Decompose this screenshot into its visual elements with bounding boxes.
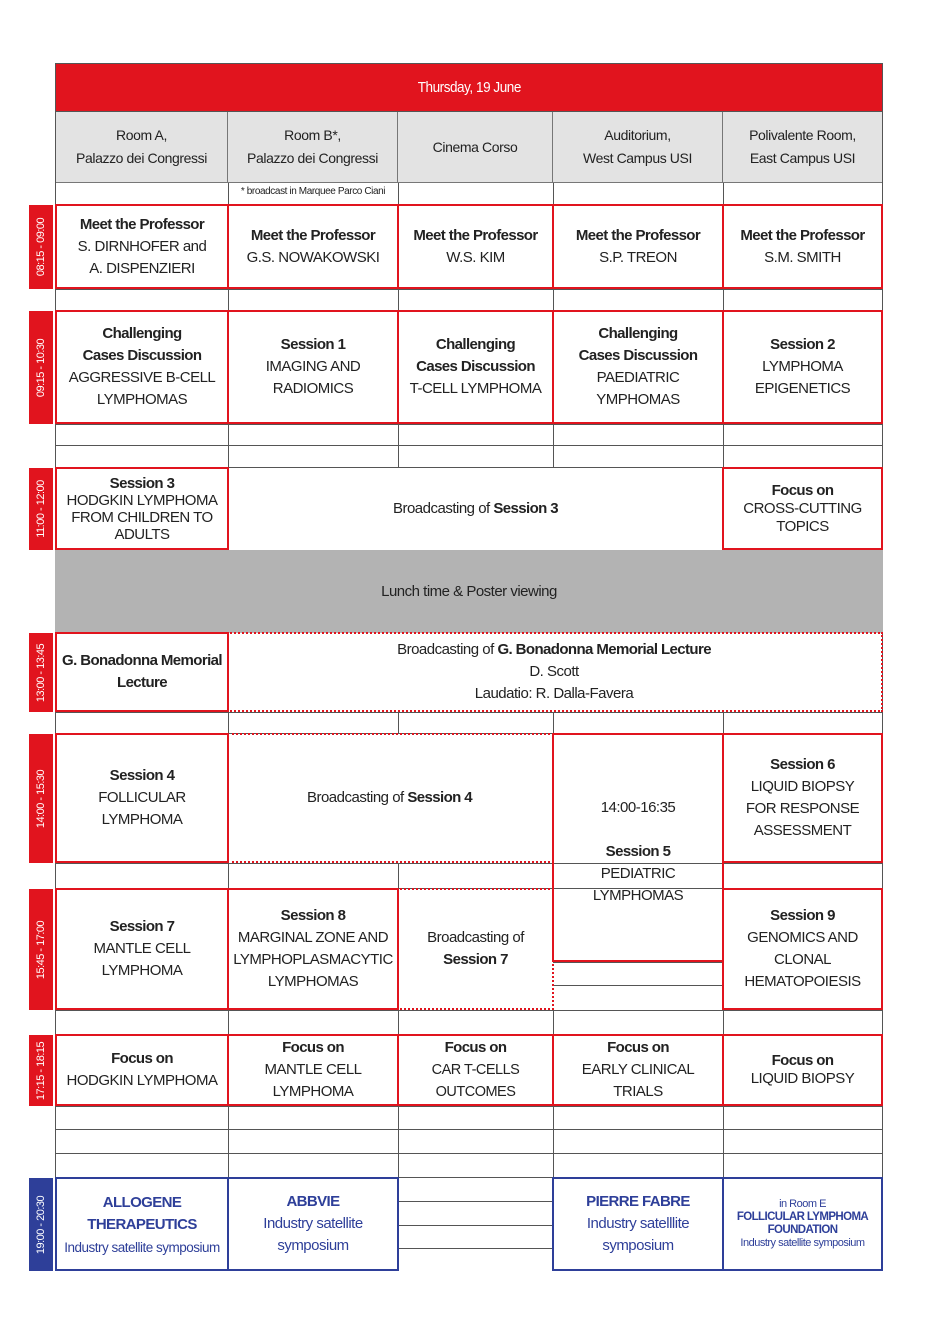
meet-professor-room-a[interactable]: Meet the Professor S. DIRNHOFER and A. DISPENZIERI xyxy=(55,204,229,289)
time-label-8: 19:00 - 20:30 xyxy=(29,1178,53,1271)
room-header-c xyxy=(398,112,553,183)
session-9-genomics[interactable]: Session 9 GENOMICS AND CLONAL HEMATOPOIESIS xyxy=(722,888,883,1010)
room-d-line1: Auditorium, xyxy=(604,127,671,143)
session-8-marginal[interactable]: Session 8 MARGINAL ZONE AND LYMPHOPLASMACYTIC LYMPHOMAS xyxy=(227,888,399,1010)
broadcast-session-7[interactable]: Broadcasting of Session 7 xyxy=(397,888,554,1010)
room-c-line1: Cinema Corso xyxy=(432,138,518,155)
room-b-line2: Palazzo dei Congressi xyxy=(247,150,378,166)
meet-professor-polivalente[interactable]: Meet the Professor S.M. SMITH xyxy=(722,204,883,289)
abbvie-symposium[interactable]: ABBVIE Industry satellite symposium xyxy=(227,1177,399,1271)
focus-car-t[interactable]: Focus on CAR T-CELLS OUTCOMES xyxy=(397,1034,554,1106)
broadcast-session-4[interactable]: Broadcasting of Session 4 xyxy=(227,733,554,863)
session-7-mantle[interactable]: Session 7 MANTLE CELL LYMPHOMA xyxy=(55,888,229,1010)
meet-professor-auditorium[interactable]: Meet the Professor S.P. TREON xyxy=(552,204,724,289)
room-e-line1: Polivalente Room, xyxy=(749,127,856,143)
meet-professor-cinema[interactable]: Meet the Professor W.S. KIM xyxy=(397,204,554,289)
session-5-pediatric[interactable]: 14:00-16:35 Session 5 PEDIATRIC LYMPHOMAS xyxy=(552,733,724,962)
broadcast-session-3[interactable]: Broadcasting of Session 3 xyxy=(392,499,559,517)
room-e-line2: East Campus USI xyxy=(749,150,856,166)
cases-paediatric[interactable]: Challenging Cases Discussion PAEDIATRIC YMPHOMAS xyxy=(552,310,724,424)
time-label-1: 08:15 - 09:00 xyxy=(29,205,53,289)
focus-liquid-biopsy[interactable]: Focus on LIQUID BIOPSY xyxy=(722,1034,883,1106)
broadcast-note: * broadcast in Marquee Parco Ciani xyxy=(240,186,386,197)
cases-aggressive-b-cell[interactable]: Challenging Cases Discussion AGGRESSIVE B-CELL LYMPHOMAS xyxy=(55,310,229,424)
time-label-2: 09:15 - 10:30 xyxy=(29,311,53,424)
day-title-bar xyxy=(55,63,883,112)
room-header-b xyxy=(228,112,398,183)
room-header-a xyxy=(56,112,228,183)
room-header-d xyxy=(553,112,723,183)
meet-professor-room-b[interactable]: Meet the Professor G.S. NOWAKOWSKI xyxy=(227,204,399,289)
allogene-symposium[interactable]: ALLOGENE THERAPEUTICS Industry satellite symposium xyxy=(55,1177,229,1271)
session-4-follicular[interactable]: Session 4 FOLLICULAR LYMPHOMA xyxy=(55,733,229,863)
broadcast-bonadonna[interactable]: Broadcasting of G. Bonadonna Memorial Lecture D. Scott Laudatio: R. Dalla-Favera xyxy=(227,632,883,712)
session-1-imaging[interactable]: Session 1 IMAGING AND RADIOMICS xyxy=(227,310,399,424)
follicular-foundation-symposium[interactable]: in Room E FOLLICULAR LYMPHOMA FOUNDATION Industry satellite symposium xyxy=(722,1177,883,1271)
session-2-epigenetics[interactable]: Session 2 LYMPHOMA EPIGENETICS xyxy=(722,310,883,424)
time-label-6: 15:45 - 17:00 xyxy=(29,889,53,1010)
bonadonna-lecture[interactable]: G. Bonadonna Memorial Lecture xyxy=(55,632,229,712)
focus-early-trials[interactable]: Focus on EARLY CLINICAL TRIALS xyxy=(552,1034,724,1106)
time-label-7: 17:15 - 18:15 xyxy=(29,1035,53,1106)
lunch-bar: Lunch time & Poster viewing xyxy=(55,550,883,633)
day-title: Thursday, 19 June xyxy=(417,79,521,96)
cases-t-cell[interactable]: Challenging Cases Discussion T-CELL LYMPHOMA xyxy=(397,310,554,424)
time-label-3: 11:00 - 12:00 xyxy=(29,468,53,550)
room-d-line2: West Campus USI xyxy=(583,150,692,166)
time-label-5: 14:00 - 15:30 xyxy=(29,734,53,863)
session-3-hodgkin[interactable]: Session 3 HODGKIN LYMPHOMA FROM CHILDREN TO ADULTS xyxy=(55,467,229,550)
room-a-line2: Palazzo dei Congressi xyxy=(76,150,207,166)
pierre-fabre-symposium[interactable]: PIERRE FABRE Industry satelllite symposium xyxy=(552,1177,724,1271)
time-label-4: 13:00 - 13:45 xyxy=(29,633,53,712)
focus-hodgkin[interactable]: Focus on HODGKIN LYMPHOMA xyxy=(55,1034,229,1106)
room-header-e xyxy=(723,112,882,183)
room-a-line1: Room A, xyxy=(116,127,167,143)
session-6-liquid-biopsy[interactable]: Session 6 LIQUID BIOPSY FOR RESPONSE ASSESSMENT xyxy=(722,733,883,863)
focus-mantle-cell[interactable]: Focus on MANTLE CELL LYMPHOMA xyxy=(227,1034,399,1106)
room-b-line1: Room B*, xyxy=(284,127,341,143)
focus-cross-cutting[interactable]: Focus on CROSS-CUTTING TOPICS xyxy=(722,467,883,550)
